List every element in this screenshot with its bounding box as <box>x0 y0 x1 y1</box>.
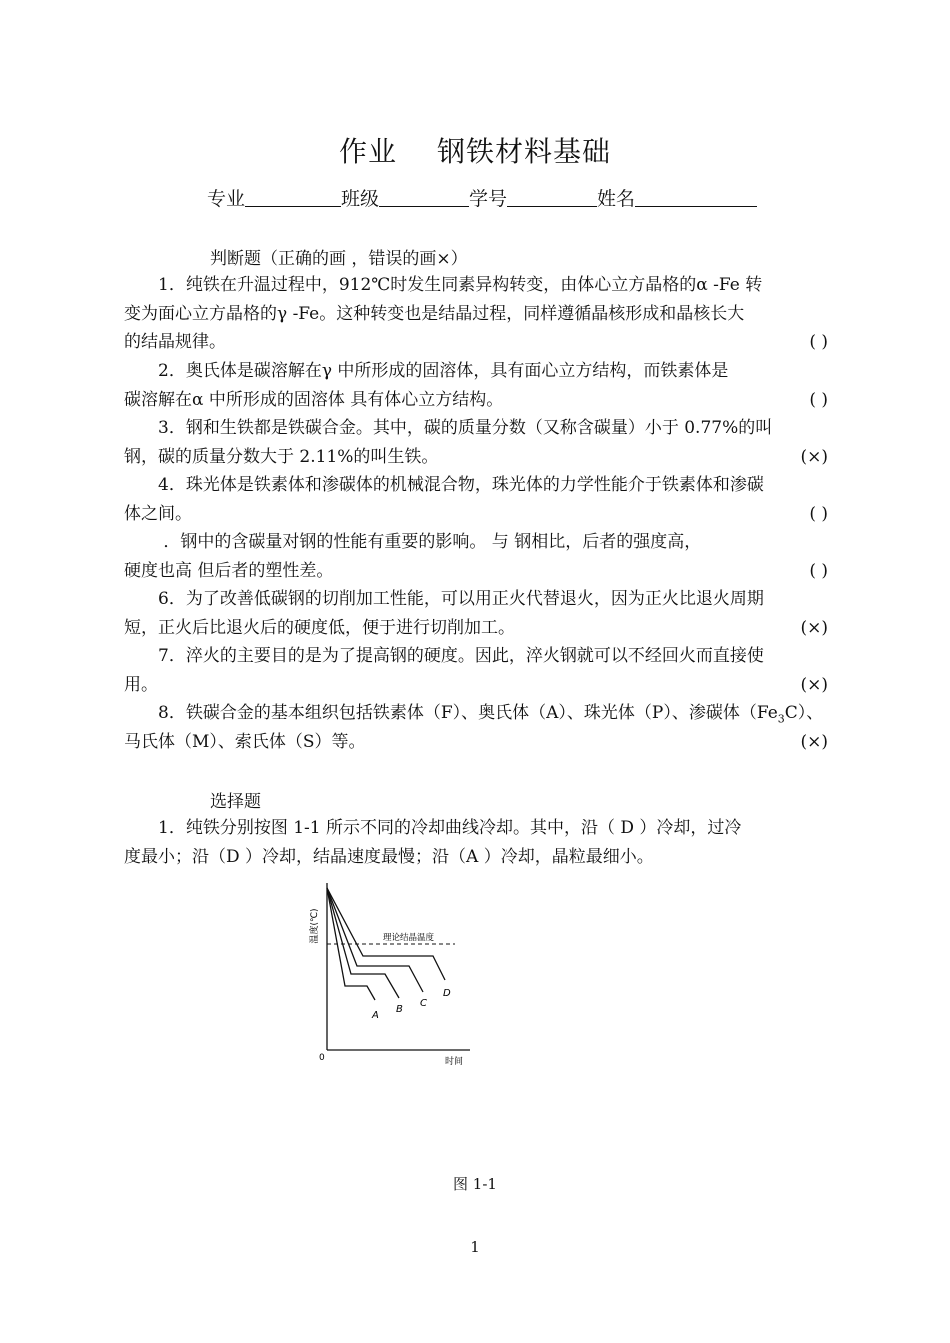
q1-answer: ( ) <box>809 332 828 352</box>
q5-answer: ( ) <box>809 560 828 581</box>
judgment-item-7 <box>124 642 828 699</box>
judgment-heading: 判断题（正确的画 ，错误的画×） <box>210 249 468 269</box>
q1-line2: 变为面心立方晶格的γ -Fe。这种转变也是结晶过程，同样遵循晶核形成和晶核长大 <box>124 303 745 324</box>
judgment-item-6 <box>124 585 828 642</box>
title-part1: 作业 <box>338 135 397 168</box>
q8-line2: 马氏体（M）、索氏体（S）等。 <box>124 731 366 752</box>
q8-answer: (×) <box>800 731 828 752</box>
field-label-id: 学号 <box>469 188 508 210</box>
q7-line2: 用。 <box>124 674 158 695</box>
curve-label-b: B <box>396 1004 403 1015</box>
title-part2: 钢铁材料基础 <box>437 135 612 168</box>
cooling-curves-figure <box>305 878 485 1073</box>
origin-label: 0 <box>319 1053 325 1063</box>
q5-line1: ．钢中的含碳量对钢的性能有重要的影响。 与 钢相比，后者的强度高， <box>158 532 702 552</box>
class-blank[interactable] <box>379 186 469 207</box>
q3-answer: (×) <box>800 446 828 467</box>
choice-q1-line1: 1．纯铁分别按图 1-1 所示不同的冷却曲线冷却。其中，沿（ D ）冷却，过冷 <box>158 818 742 838</box>
q5-line2: 硬度也高 但后者的塑性差。 <box>124 560 334 581</box>
choice-q1-line2: 度最小；沿（D ）冷却，结晶速度最慢；沿（A ）冷却，晶粒最细小。 <box>124 846 654 867</box>
field-label-major: 专业 <box>207 188 246 210</box>
student-id-blank[interactable] <box>507 186 597 207</box>
q2-line2: 碳溶解在α 中所形成的固溶体 具有体心立方结构。 <box>124 389 504 410</box>
q2-line1: 2．奥氏体是碳溶解在γ 中所形成的固溶体，具有面心立方结构，而铁素体是 <box>158 361 729 381</box>
q8-line1a: 8．铁碳合金的基本组织包括铁素体（F）、奥氏体（A）、珠光体（P）、渗碳体（Fe <box>158 703 778 723</box>
curve-label-c: C <box>420 998 427 1009</box>
name-blank[interactable] <box>635 186 757 207</box>
q7-line1: 7．淬火的主要目的是为了提高钢的硬度。因此，淬火钢就可以不经回火而直接使 <box>158 646 764 666</box>
figure-caption: 图 1-1 <box>453 1175 497 1193</box>
q3-line2: 钢，碳的质量分数大于 2.11%的叫生铁。 <box>124 446 439 467</box>
major-blank[interactable] <box>245 186 341 207</box>
judgment-item-5 <box>124 528 828 585</box>
page-title <box>0 130 950 170</box>
q6-line2: 短，正火后比退火后的硬度低，便于进行切削加工。 <box>124 617 515 638</box>
student-info-fields <box>207 184 757 211</box>
q1-line3: 的结晶规律。 <box>124 332 226 352</box>
choice-heading: 选择题 <box>210 792 261 812</box>
judgment-item-2 <box>124 357 828 414</box>
judgment-item-4 <box>124 471 828 528</box>
field-label-name: 姓名 <box>597 188 636 210</box>
curve-label-d: D <box>443 988 451 999</box>
q7-answer: (×) <box>800 674 828 695</box>
q3-line1: 3．钢和生铁都是铁碳合金。其中，碳的质量分数（又称含碳量）小于 0.77%的叫 <box>158 418 773 438</box>
judgment-item-3 <box>124 414 828 471</box>
q8-line1b: C）、 <box>784 703 824 723</box>
judgment-item-1 <box>124 271 828 357</box>
field-label-class: 班级 <box>341 188 380 210</box>
x-axis-label: 时间 <box>445 1057 464 1067</box>
q4-line2: 体之间。 <box>124 503 192 524</box>
curve-b <box>327 888 399 998</box>
q6-answer: (×) <box>800 617 828 638</box>
q4-answer: ( ) <box>809 503 828 524</box>
q8-subscript: 3 <box>777 712 785 726</box>
theoretical-temp-label: 理论结晶温度 <box>383 933 435 943</box>
page-number: 1 <box>470 1238 480 1256</box>
q6-line1: 6．为了改善低碳钢的切削加工性能，可以用正火代替退火，因为正火比退火周期 <box>158 589 764 609</box>
q1-line1: 1．纯铁在升温过程中，912℃时发生同素异构转变，由体心立方晶格的α -Fe 转 <box>158 275 763 295</box>
q4-line1: 4．珠光体是铁素体和渗碳体的机械混合物，珠光体的力学性能介于铁素体和渗碳 <box>158 475 764 495</box>
q2-answer: ( ) <box>809 389 828 410</box>
curve-label-a: A <box>372 1010 379 1021</box>
judgment-item-8 <box>124 699 828 756</box>
choice-item-1 <box>124 814 828 871</box>
y-axis-label: 温度(℃) <box>310 908 320 944</box>
